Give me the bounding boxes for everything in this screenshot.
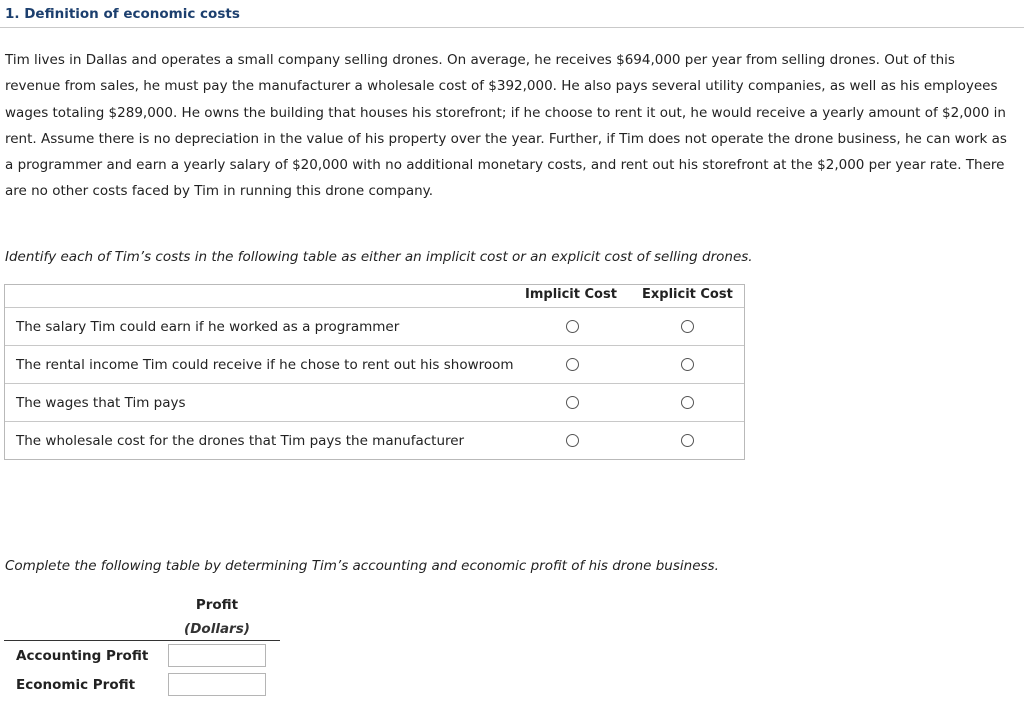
cost-label-programmer-salary: The salary Tim could earn if he worked as a programmer — [16, 319, 400, 335]
explicit-cost-header: Explicit Cost — [642, 287, 733, 302]
table-row — [5, 307, 744, 345]
question-title: 1. Definition of economic costs — [5, 6, 240, 22]
profit-header: Profit — [195, 597, 239, 613]
table-row — [5, 345, 744, 383]
cost-table-header — [5, 285, 744, 307]
cost-label-wholesale: The wholesale cost for the drones that Tim pays the manufacturer — [16, 433, 465, 449]
radio-rental-income-implicit[interactable] — [566, 358, 579, 371]
cost-label-wages: The wages that Tim pays — [16, 395, 186, 411]
profit-unit-header: (Dollars) — [184, 621, 250, 637]
radio-programmer-salary-explicit[interactable] — [681, 320, 694, 333]
profit-table-divider — [4, 640, 280, 641]
title-divider — [0, 27, 1024, 28]
radio-programmer-salary-implicit[interactable] — [566, 320, 579, 333]
radio-wholesale-explicit[interactable] — [681, 434, 694, 447]
radio-wages-explicit[interactable] — [681, 396, 694, 409]
radio-wages-implicit[interactable] — [566, 396, 579, 409]
cost-classification-table — [4, 284, 745, 460]
accounting-profit-label: Accounting Profit — [16, 648, 149, 664]
radio-rental-income-explicit[interactable] — [681, 358, 694, 371]
profit-table-instruction: Complete the following table by determining Tim’s accounting and economic profit of his drone business. — [5, 558, 719, 574]
table-row — [5, 383, 744, 421]
problem-text: Tim lives in Dallas and operates a small company selling drones. On average, he receives $694,000 per year from selling drones. Out of this revenue from sales, he must pay the manufacturer a wholesale cost of $392,000. He also pays several utility companies, as well as his employees wages totaling $289,000. He owns the building that houses his storefront; if he choose to rent it out, he would receive a yearly amount of $2,000 in rent. Assume there is no depreciation in the value of his property over the year. Further, if Tim does not operate the drone business, he can work as a programmer and earn a yearly salary of $20,000 with no additional monetary costs, and rent out his storefront at the $2,000 per year rate. There are no other costs faced by Tim in running this drone company. — [5, 52, 1007, 200]
accounting-profit-input[interactable] — [168, 644, 266, 667]
table-row — [5, 421, 744, 459]
economic-profit-label: Economic Profit — [16, 677, 136, 693]
radio-wholesale-implicit[interactable] — [566, 434, 579, 447]
cost-label-rental-income: The rental income Tim could receive if he chose to rent out his showroom — [16, 357, 514, 373]
implicit-cost-header: Implicit Cost — [525, 287, 617, 302]
cost-table-instruction: Identify each of Tim’s costs in the following table as either an implicit cost or an explicit cost of selling drones. — [5, 249, 753, 265]
economic-profit-input[interactable] — [168, 673, 266, 696]
